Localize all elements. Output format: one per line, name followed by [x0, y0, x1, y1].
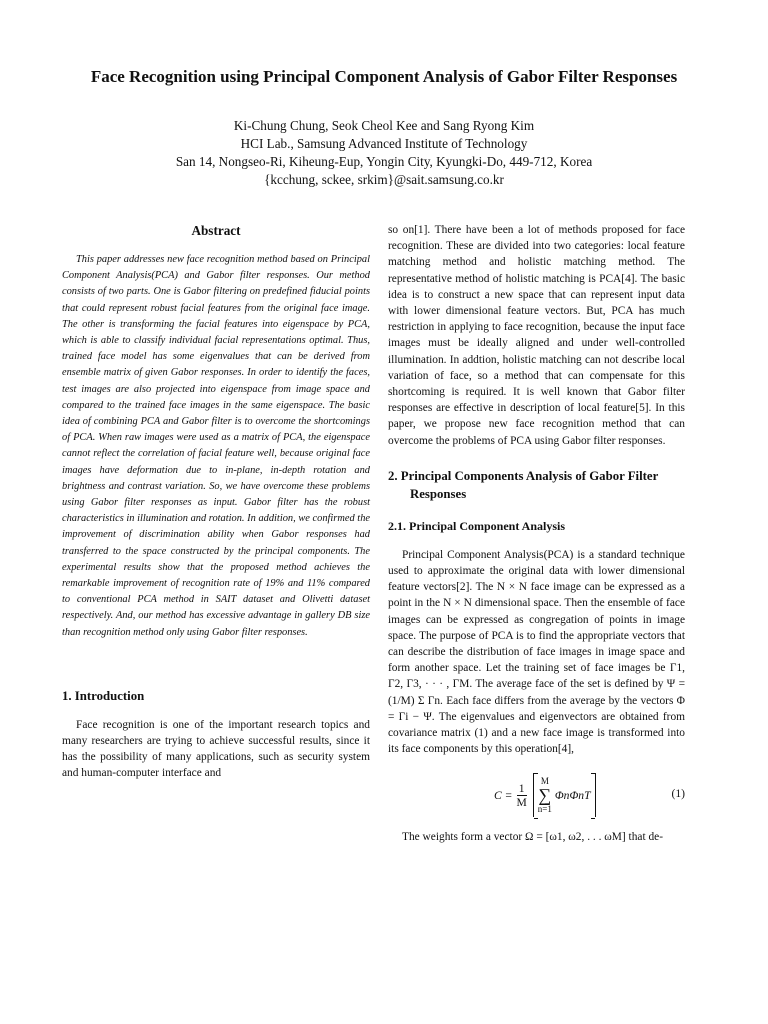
author-email: {kcchung, sckee, srkim}@sait.samsung.co.kr: [264, 172, 504, 187]
left-column: [62, 222, 370, 782]
introduction-continuation: so on[1]. There have been a lot of methods proposed for face recognition. These are divided into two categories: local feature matching method and holistic matching method. The representative method of holistic matching is PCA[4]. The basic idea is to construct a new space that can represent input data with lower dimensional feature vectors. But, PCA has much restriction in applying to face recognition, because the input face images must be ideally aligned and under well-controlled illumination. In addtion, holistic matching can not describe local variation of face, so a method that can compensate for this shortcoming is required. It is well known that Gabor filter responses are effective in description of local feature[5]. In this paper, we propose new face recognition method that can overcome the problems of PCA using Gabor filter responses.: [388, 224, 685, 447]
introduction-heading: 1. Introduction: [62, 688, 145, 703]
affiliation-lab: HCI Lab., Samsung Advanced Institute of Technology: [240, 136, 528, 151]
sum-upper-limit: M: [540, 776, 549, 787]
affiliation-address: San 14, Nongseo-Ri, Kiheung-Eup, Yongin City, Kyungki-Do, 449-712, Korea: [175, 154, 593, 169]
paper-title: Face Recognition using Principal Component Analysis of Gabor Filter Responses: [90, 67, 678, 86]
summation: [538, 776, 552, 814]
abstract-heading: Abstract: [191, 223, 241, 238]
fraction-numerator: 1: [518, 781, 525, 795]
equation-term: ΦnΦnT: [554, 788, 591, 802]
weights-text: The weights form a vector Ω = [ω1, ω2, . . . ωM] that de-: [402, 831, 664, 844]
fraction-denominator: M: [516, 795, 527, 809]
introduction-text: Face recognition is one of the important research topics and many researchers are trying to achieve successful results, since it has the possibility of many applications, such as security system and human-computer interface and: [62, 718, 370, 780]
abstract-text: This paper addresses new face recognition method based on Principal Component Analysis(PCA) and Gabor filter responses. Our method consists of two parts. One is Gabor filtering on predefined fiducial points that could represent robust facial features from the original face image. The other is transforming the facial features into eigenspace by PCA, which is able to classify individual facial representations optimal. Thus, trained face model has some eigenvalues that can be derived from ensemble matrix of given Gabor responses. In order to identify the faces, test images are also projected into eigenspace from image space and compared to the trained face images in the same eigenspace. The basic idea of combining PCA and Gabor filter is to overcome the shortcomings of PCA. When raw images were used as a matrix of PCA, the eigenspace cannot reflect the correlation of facial feature well, because original face images have deformation due to in-plane, in-depth rotation and brightness and contrast variation. So, we have overcome these problems using Gabor filter responses as input. Gabor filter has the robust characteristics in illumination and rotation. In addition, we confirmed the improvement of discrimination ability when Gabor responses had transferred to the space constructed by the principal components. The experimental results show that the proposed method achieves the remarkable improvement of recognition rate of 19% and 11% compared to conventional PCA method in SAIT dataset and Olivetti dataset respectively. And, our method has excessive advantage in gallery DB size than recognition method only using Gabor filter responses.: [62, 254, 370, 638]
sigma-icon: ∑: [538, 785, 552, 806]
equation-body: [494, 773, 596, 817]
subsection-2-1-heading: 2.1. Principal Component Analysis: [388, 518, 566, 533]
equation-lhs: C =: [494, 788, 513, 802]
section-2-heading: 2. Principal Components Analysis of Gabor Filter Responses: [388, 468, 659, 501]
pca-text: Principal Component Analysis(PCA) is a standard technique used to approximate the original data with lower dimensional feature vectors[2]. The N × N face image can be expressed as a point in the N × N dimensional space. Then the ensemble of face images can be expressed as congregation of points in image space. The purpose of PCA is to find the appropriate vectors that can describe the distribution of face images in image space and form another space. Let the training set of face images be Γ1, Γ2, Γ3, · · · , ΓM. The average face of the set is defined by Ψ = (1/M) Σ Γn. Each face differs from the average by the vectors Φ = Γi − Ψ. The eigenvalues and eigenvectors are obtained from covariance matrix (1) and a new face image is transformed into its face components by this operation[4],: [388, 548, 685, 756]
equation-number: (1): [671, 787, 685, 801]
right-column: [388, 222, 685, 846]
author-block: [0, 117, 768, 189]
author-names: Ki-Chung Chung, Seok Cheol Kee and Sang Ryong Kim: [233, 118, 535, 133]
sum-lower-limit: n=1: [537, 804, 552, 815]
equation-fraction: [516, 782, 526, 809]
equation-1: [388, 771, 685, 821]
equation-bracket: [533, 773, 596, 817]
